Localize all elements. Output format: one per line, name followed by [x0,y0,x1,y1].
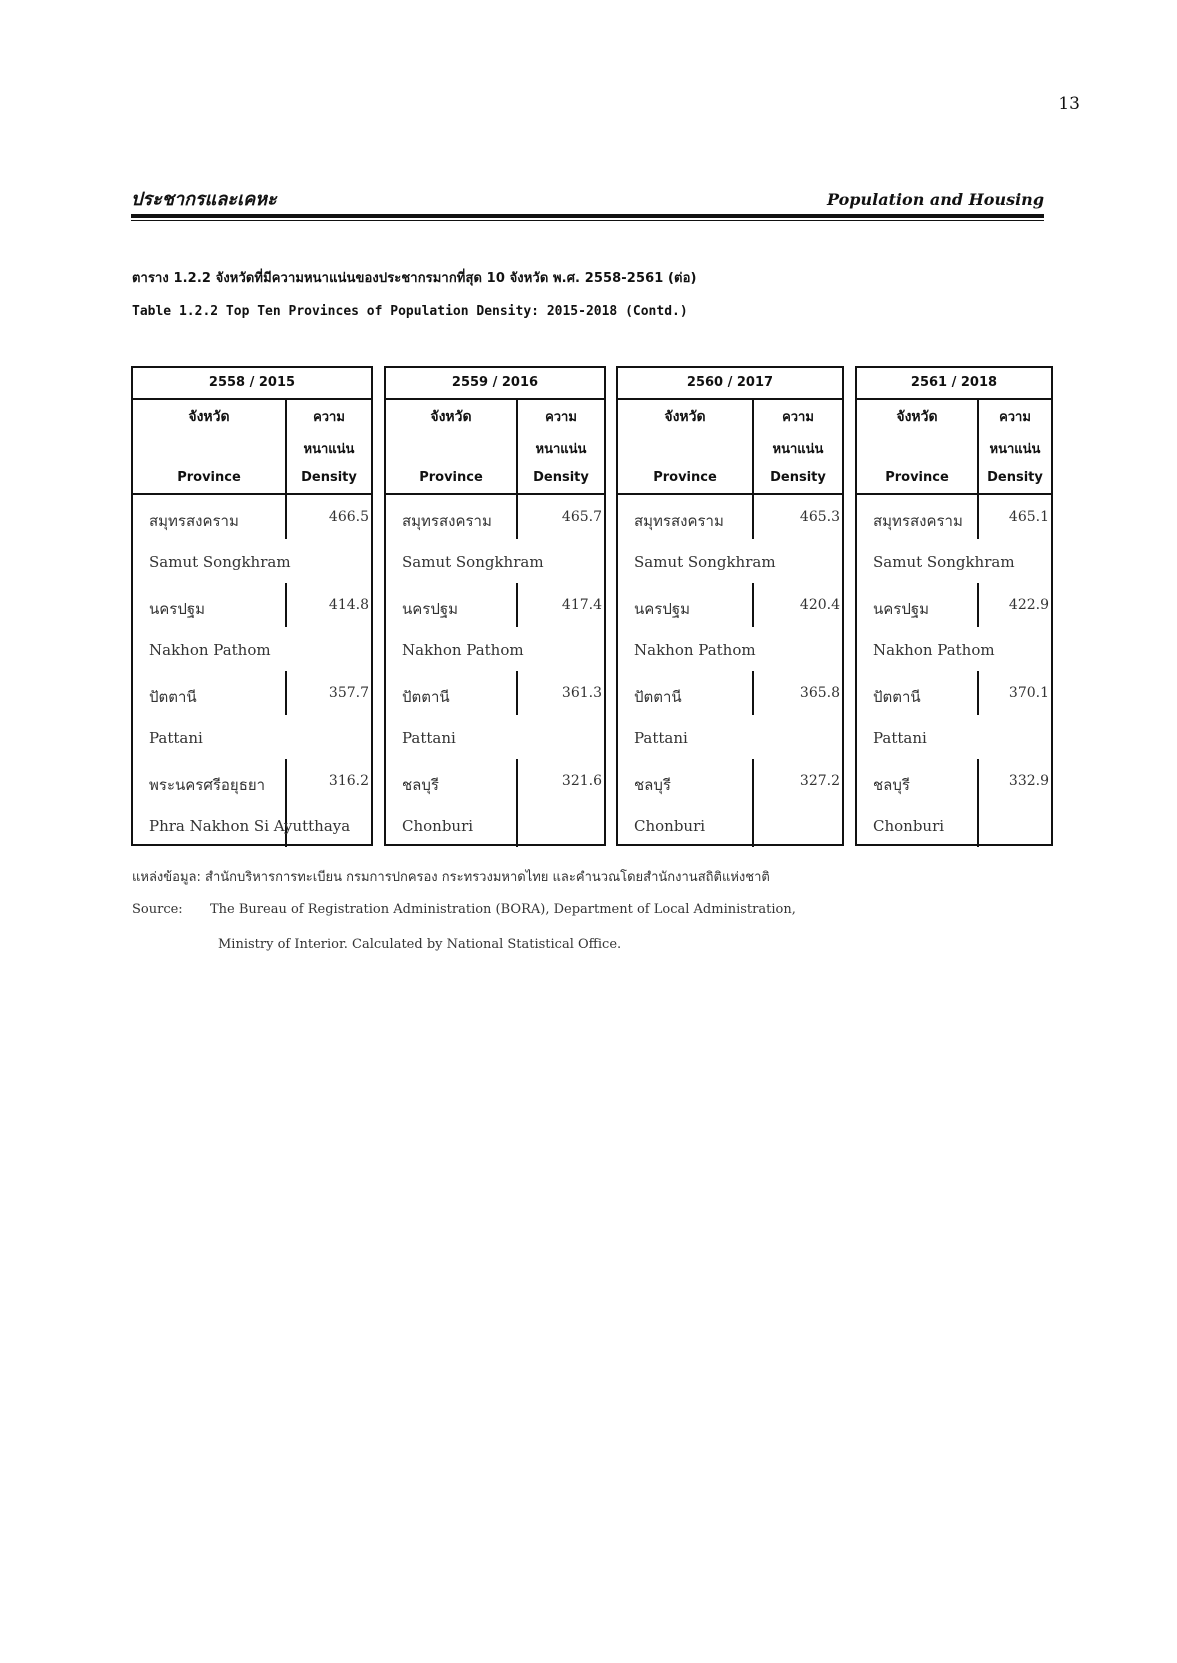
table-row [618,495,842,583]
table-row [133,583,371,671]
source-note-line-1: The Bureau of Registration Administration (BORA), Department of Local Administration, [210,902,796,917]
header-rule-thin [131,220,1044,221]
province-name-thai: พระนครศรีอยุธยา [149,776,266,794]
density-value: 465.7 [561,509,602,525]
source-note-line-2: Ministry of Interior. Calculated by National Statistical Office. [218,937,622,952]
table-row [133,495,371,583]
province-name-english: Nakhon Pathom [634,641,756,659]
table-row [618,583,842,671]
province-header-english: Province [419,470,483,485]
year-header: 2558 / 2015 [133,368,371,400]
column-header-row [386,400,604,495]
province-name-english: Samut Songkhram [402,553,544,571]
province-name-thai: ชลบุรี [873,776,910,794]
table-row [386,759,604,847]
province-name-english: Samut Songkhram [634,553,776,571]
province-name-english: Nakhon Pathom [873,641,995,659]
year-block [855,366,1053,846]
province-header-thai: จังหวัด [188,409,230,425]
density-header-english: Density [770,470,826,485]
density-value: 414.8 [328,597,369,613]
density-value: 365.8 [799,685,840,701]
density-header-english: Density [987,470,1043,485]
province-name-thai: นครปฐม [634,600,691,618]
province-name-thai: ปัตตานี [149,688,197,706]
table-row [857,583,1051,671]
province-name-thai: ชลบุรี [402,776,439,794]
province-name-thai: ปัตตานี [873,688,921,706]
table-body [618,495,842,847]
table-body [386,495,604,847]
section-header-thai: ประชากรและเคหะ [131,189,277,210]
province-name-english: Samut Songkhram [149,553,291,571]
province-name-english: Pattani [149,729,203,747]
province-name-english: Chonburi [634,817,706,835]
province-name-thai: สมุทรสงคราม [873,512,963,530]
province-name-english: Nakhon Pathom [149,641,271,659]
year-block [384,366,606,846]
province-name-english: Samut Songkhram [873,553,1015,571]
density-header-english: Density [301,470,357,485]
density-value: 327.2 [799,773,840,789]
year-header: 2561 / 2018 [857,368,1051,400]
province-name-thai: สมุทรสงคราม [402,512,492,530]
density-value: 321.6 [561,773,602,789]
table-row [133,759,371,847]
table-row [386,583,604,671]
density-header-thai-2: หนาแน่น [303,442,355,457]
table-row [618,671,842,759]
table-row [133,671,371,759]
province-header-english: Province [885,470,949,485]
density-value: 357.7 [328,685,369,701]
table-row [857,759,1051,847]
province-header-thai: จังหวัด [664,409,706,425]
province-name-english: Chonburi [873,817,945,835]
density-header-thai-1: ความ [782,410,814,425]
year-header: 2559 / 2016 [386,368,604,400]
province-name-english: Nakhon Pathom [402,641,524,659]
source-note-thai: แหล่งข้อมูล: สำนักบริหารการทะเบียน กรมการปกครอง กระทรวงมหาดไทย และคำนวณโดยสำนักงานสถิติแห่งชาติ [132,870,770,885]
table-title-thai: ตาราง 1.2.2 จังหวัดที่มีความหนาแน่นของประชากรมากที่สุด 10 จังหวัด พ.ศ. 2558-2561 (ต่อ) [132,271,697,286]
column-header-row [618,400,842,495]
density-value: 465.1 [1008,509,1049,525]
source-label: Source: [132,902,183,917]
province-name-thai: ชลบุรี [634,776,671,794]
table-row [857,671,1051,759]
density-header-thai-1: ความ [999,410,1031,425]
density-header-english: Density [533,470,589,485]
province-header-thai: จังหวัด [896,409,938,425]
density-value: 370.1 [1008,685,1049,701]
province-name-thai: นครปฐม [402,600,459,618]
density-value: 417.4 [561,597,602,613]
density-header-thai-1: ความ [313,410,345,425]
province-name-thai: สมุทรสงคราม [634,512,724,530]
table-body [133,495,371,847]
year-block [131,366,373,846]
province-name-thai: ปัตตานี [402,688,450,706]
column-header-row [133,400,371,495]
column-header-row [857,400,1051,495]
table-title-english: Table 1.2.2 Top Ten Provinces of Population Density: 2015-2018 (Contd.) [132,304,688,319]
province-name-thai: นครปฐม [149,600,206,618]
province-name-english: Phra Nakhon Si Ayutthaya [149,817,351,835]
table-row [618,759,842,847]
density-value: 361.3 [561,685,602,701]
page-number: 13 [1058,94,1080,114]
density-value: 316.2 [328,773,369,789]
province-name-english: Pattani [873,729,927,747]
table-row [857,495,1051,583]
province-header-english: Province [653,470,717,485]
header-rule-thick [131,214,1044,218]
density-header-thai-1: ความ [545,410,577,425]
province-name-thai: สมุทรสงคราม [149,512,239,530]
table-row [386,495,604,583]
province-name-thai: นครปฐม [873,600,930,618]
year-block [616,366,844,846]
section-header-english: Population and Housing [827,190,1044,209]
density-header-thai-2: หนาแน่น [535,442,587,457]
table-body [857,495,1051,847]
density-value: 465.3 [799,509,840,525]
density-header-thai-2: หนาแน่น [772,442,824,457]
province-header-thai: จังหวัด [430,409,472,425]
density-value: 420.4 [799,597,840,613]
province-name-english: Chonburi [402,817,474,835]
province-name-thai: ปัตตานี [634,688,682,706]
density-value: 332.9 [1008,773,1049,789]
density-value: 422.9 [1008,597,1049,613]
density-value: 466.5 [328,509,369,525]
province-name-english: Pattani [402,729,456,747]
table-row [386,671,604,759]
year-header: 2560 / 2017 [618,368,842,400]
density-header-thai-2: หนาแน่น [989,442,1041,457]
province-name-english: Pattani [634,729,688,747]
province-header-english: Province [177,470,241,485]
